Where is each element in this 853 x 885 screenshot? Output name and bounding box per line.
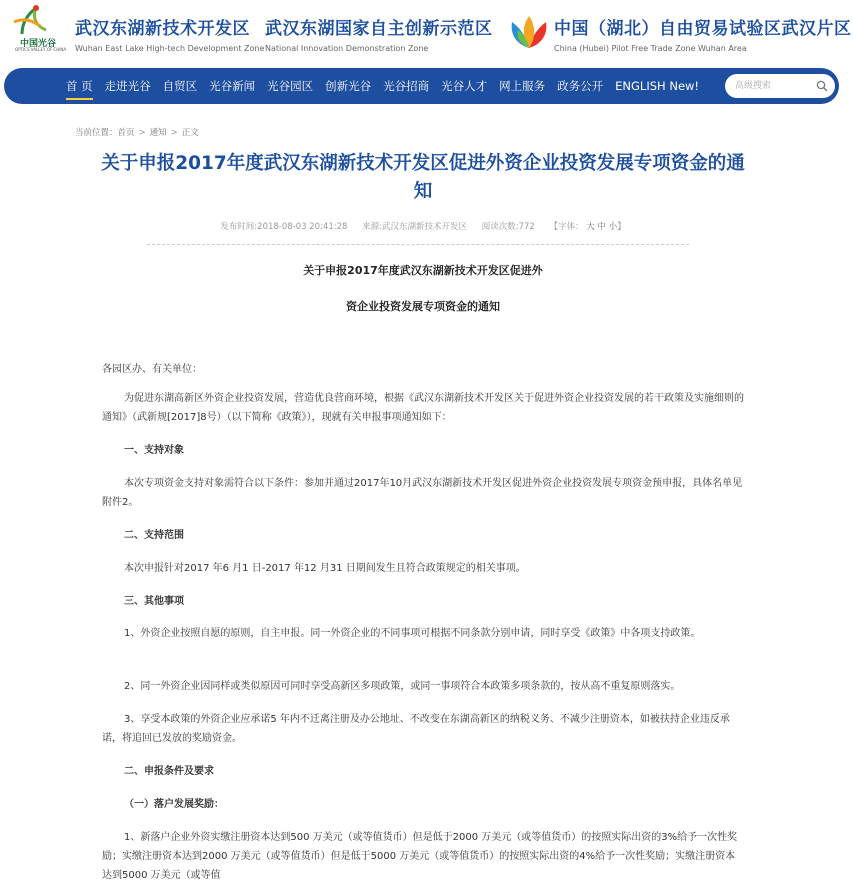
section4-title: 二、申报条件及要求 [124, 766, 214, 777]
breadcrumb-separator: > [138, 128, 146, 138]
main-nav [4, 68, 839, 104]
brand-east-lake-en: Wuhan East Lake High-tech Development Zone [75, 44, 265, 53]
intro-paragraph: 为促进东湖高新区外资企业投资发展，营造优良营商环境，根据《武汉东湖新技术开发区关于促进外资企业投资发展的若干政策及实施细则的通知》（武新规[2017]8号）（以下简称《政策》），现就有关申报事项通知如下： [102, 393, 744, 423]
section4-sub1-text: 1、新落户企业外资实缴注册资本达到500 万美元（或等值货币）但是低于2000 万美元（或等值货币）的按照实际出资的3%给予一次性奖励；实缴注册资本达到2000 万美元（或等值货币）但是低于5000 万美元（或等值货币）的按照实际出资的4%给予一次性奖励；实缴注册资本达到5000 万美元（或等值 [102, 832, 738, 881]
breadcrumb-prefix: 当前位置： [75, 128, 118, 138]
brand-free-trade-zone-cn: 中国（湖北）自由贸易试验区武汉片区 [554, 19, 852, 39]
nav-item-parks[interactable]: 光谷园区 [267, 79, 314, 93]
font-size-large[interactable]: 大 [586, 222, 595, 232]
salutation: 各园区办、有关单位： [102, 364, 202, 375]
font-size-controls [550, 222, 626, 232]
nav-item-home[interactable]: 首 页 [61, 68, 98, 104]
body-heading-line1: 关于申报2017年度武汉东湖新技术开发区促进外 [303, 264, 543, 277]
section3-item3: 3、享受本政策的外资企业应承诺5 年内不迁离注册及办公地址、不改变在东湖高新区的纳税义务、不减少注册资本，如被扶持企业违反承诺，将追回已发放的奖励资金。 [102, 714, 730, 744]
section3-item2: 2、同一外资企业因同样或类似原因可同时享受高新区多项政策，或同一事项符合本政策多项条款的，按从高不重复原则落实。 [124, 681, 681, 692]
brand-innovation-zone-cn: 武汉东湖国家自主创新示范区 [265, 19, 493, 39]
font-size-medium[interactable]: 中 [597, 222, 606, 232]
article-meta [74, 220, 772, 232]
section4-subtitle1: （一）落户发展奖励： [124, 799, 224, 810]
brand-east-lake[interactable] [75, 14, 264, 53]
view-count: 阅读次数:772 [481, 222, 535, 232]
optics-valley-logo-icon [6, 4, 66, 38]
article-source: 来源:武汉东湖新技术开发区 [362, 222, 468, 232]
section2-title: 二、支持范围 [124, 530, 184, 541]
breadcrumb [75, 126, 199, 138]
section1-title: 一、支持对象 [124, 445, 184, 456]
brand-free-trade-zone[interactable] [554, 14, 852, 53]
brand-east-lake-cn: 武汉东湖新技术开发区 [75, 19, 250, 39]
section3-item1: 1、外资企业按照自愿的原则，自主申报。同一外资企业的不同事项可根据不同条款分别申请，同时享受《政策》中各项支持政策。 [124, 628, 701, 639]
article [74, 144, 772, 885]
meta-divider [147, 244, 689, 245]
search-box [725, 74, 835, 98]
font-size-small[interactable]: 小 [608, 222, 618, 232]
section3-title: 三、其他事项 [124, 596, 184, 607]
font-size-label: 【字体： [549, 222, 584, 232]
nav-item-gov-affairs[interactable]: 政务公开 [557, 79, 604, 93]
brand-free-trade-zone-en: China (Hubei) Pilot Free Trade Zone Wuhan Area [554, 44, 747, 53]
breadcrumb-current: 正文 [181, 128, 199, 138]
optics-valley-logo-subtext: OPTICS VALLEY OF CHINA [15, 47, 67, 52]
nav-item-free-trade[interactable]: 自贸区 [162, 79, 198, 93]
nav-item-english[interactable]: ENGLISH New! [615, 79, 700, 93]
section2-text: 本次申报针对2017 年6 月1 日-2017 年12 月31 日期间发生且符合政策规定的相关事项。 [124, 563, 526, 574]
site-header [0, 0, 853, 62]
article-title-line1: 关于申报2017年度武汉东湖新技术开发区促进外资企业投资发展专项资金的通 [101, 153, 745, 174]
brand-innovation-zone-en: National Innovation Demonstration Zone [265, 44, 429, 53]
optics-valley-logo-text: 中国光谷 [20, 39, 57, 49]
nav-item-innovation[interactable]: 创新光谷 [325, 79, 372, 93]
free-trade-zone-lotus-icon [506, 14, 552, 50]
article-title-line2: 知 [413, 181, 433, 202]
search-input[interactable] [735, 78, 813, 94]
publish-time: 发布时间:2018-08-03 20:41:28 [220, 222, 348, 232]
nav-items [61, 68, 706, 104]
font-size-close: 】 [617, 222, 626, 232]
breadcrumb-home[interactable]: 首页 [117, 128, 135, 138]
nav-item-talent[interactable]: 光谷人才 [441, 79, 488, 93]
body-heading-line2: 资企业投资发展专项资金的通知 [346, 300, 500, 313]
nav-item-news[interactable]: 光谷新闻 [209, 79, 256, 93]
search-icon[interactable] [816, 80, 828, 92]
optics-valley-logo[interactable] [6, 4, 70, 54]
nav-item-about[interactable]: 走进光谷 [104, 79, 151, 93]
nav-item-investment[interactable]: 光谷招商 [383, 79, 430, 93]
breadcrumb-separator: > [170, 128, 178, 138]
brand-innovation-zone[interactable] [265, 14, 493, 53]
breadcrumb-notice[interactable]: 通知 [149, 128, 167, 138]
nav-item-online-service[interactable]: 网上服务 [499, 79, 546, 93]
article-title [74, 150, 772, 206]
section1-text: 本次专项资金支持对象需符合以下条件：参加并通过2017年10月武汉东湖新技术开发区促进外资企业投资发展专项资金预申报，具体名单见附件2。 [102, 478, 743, 508]
